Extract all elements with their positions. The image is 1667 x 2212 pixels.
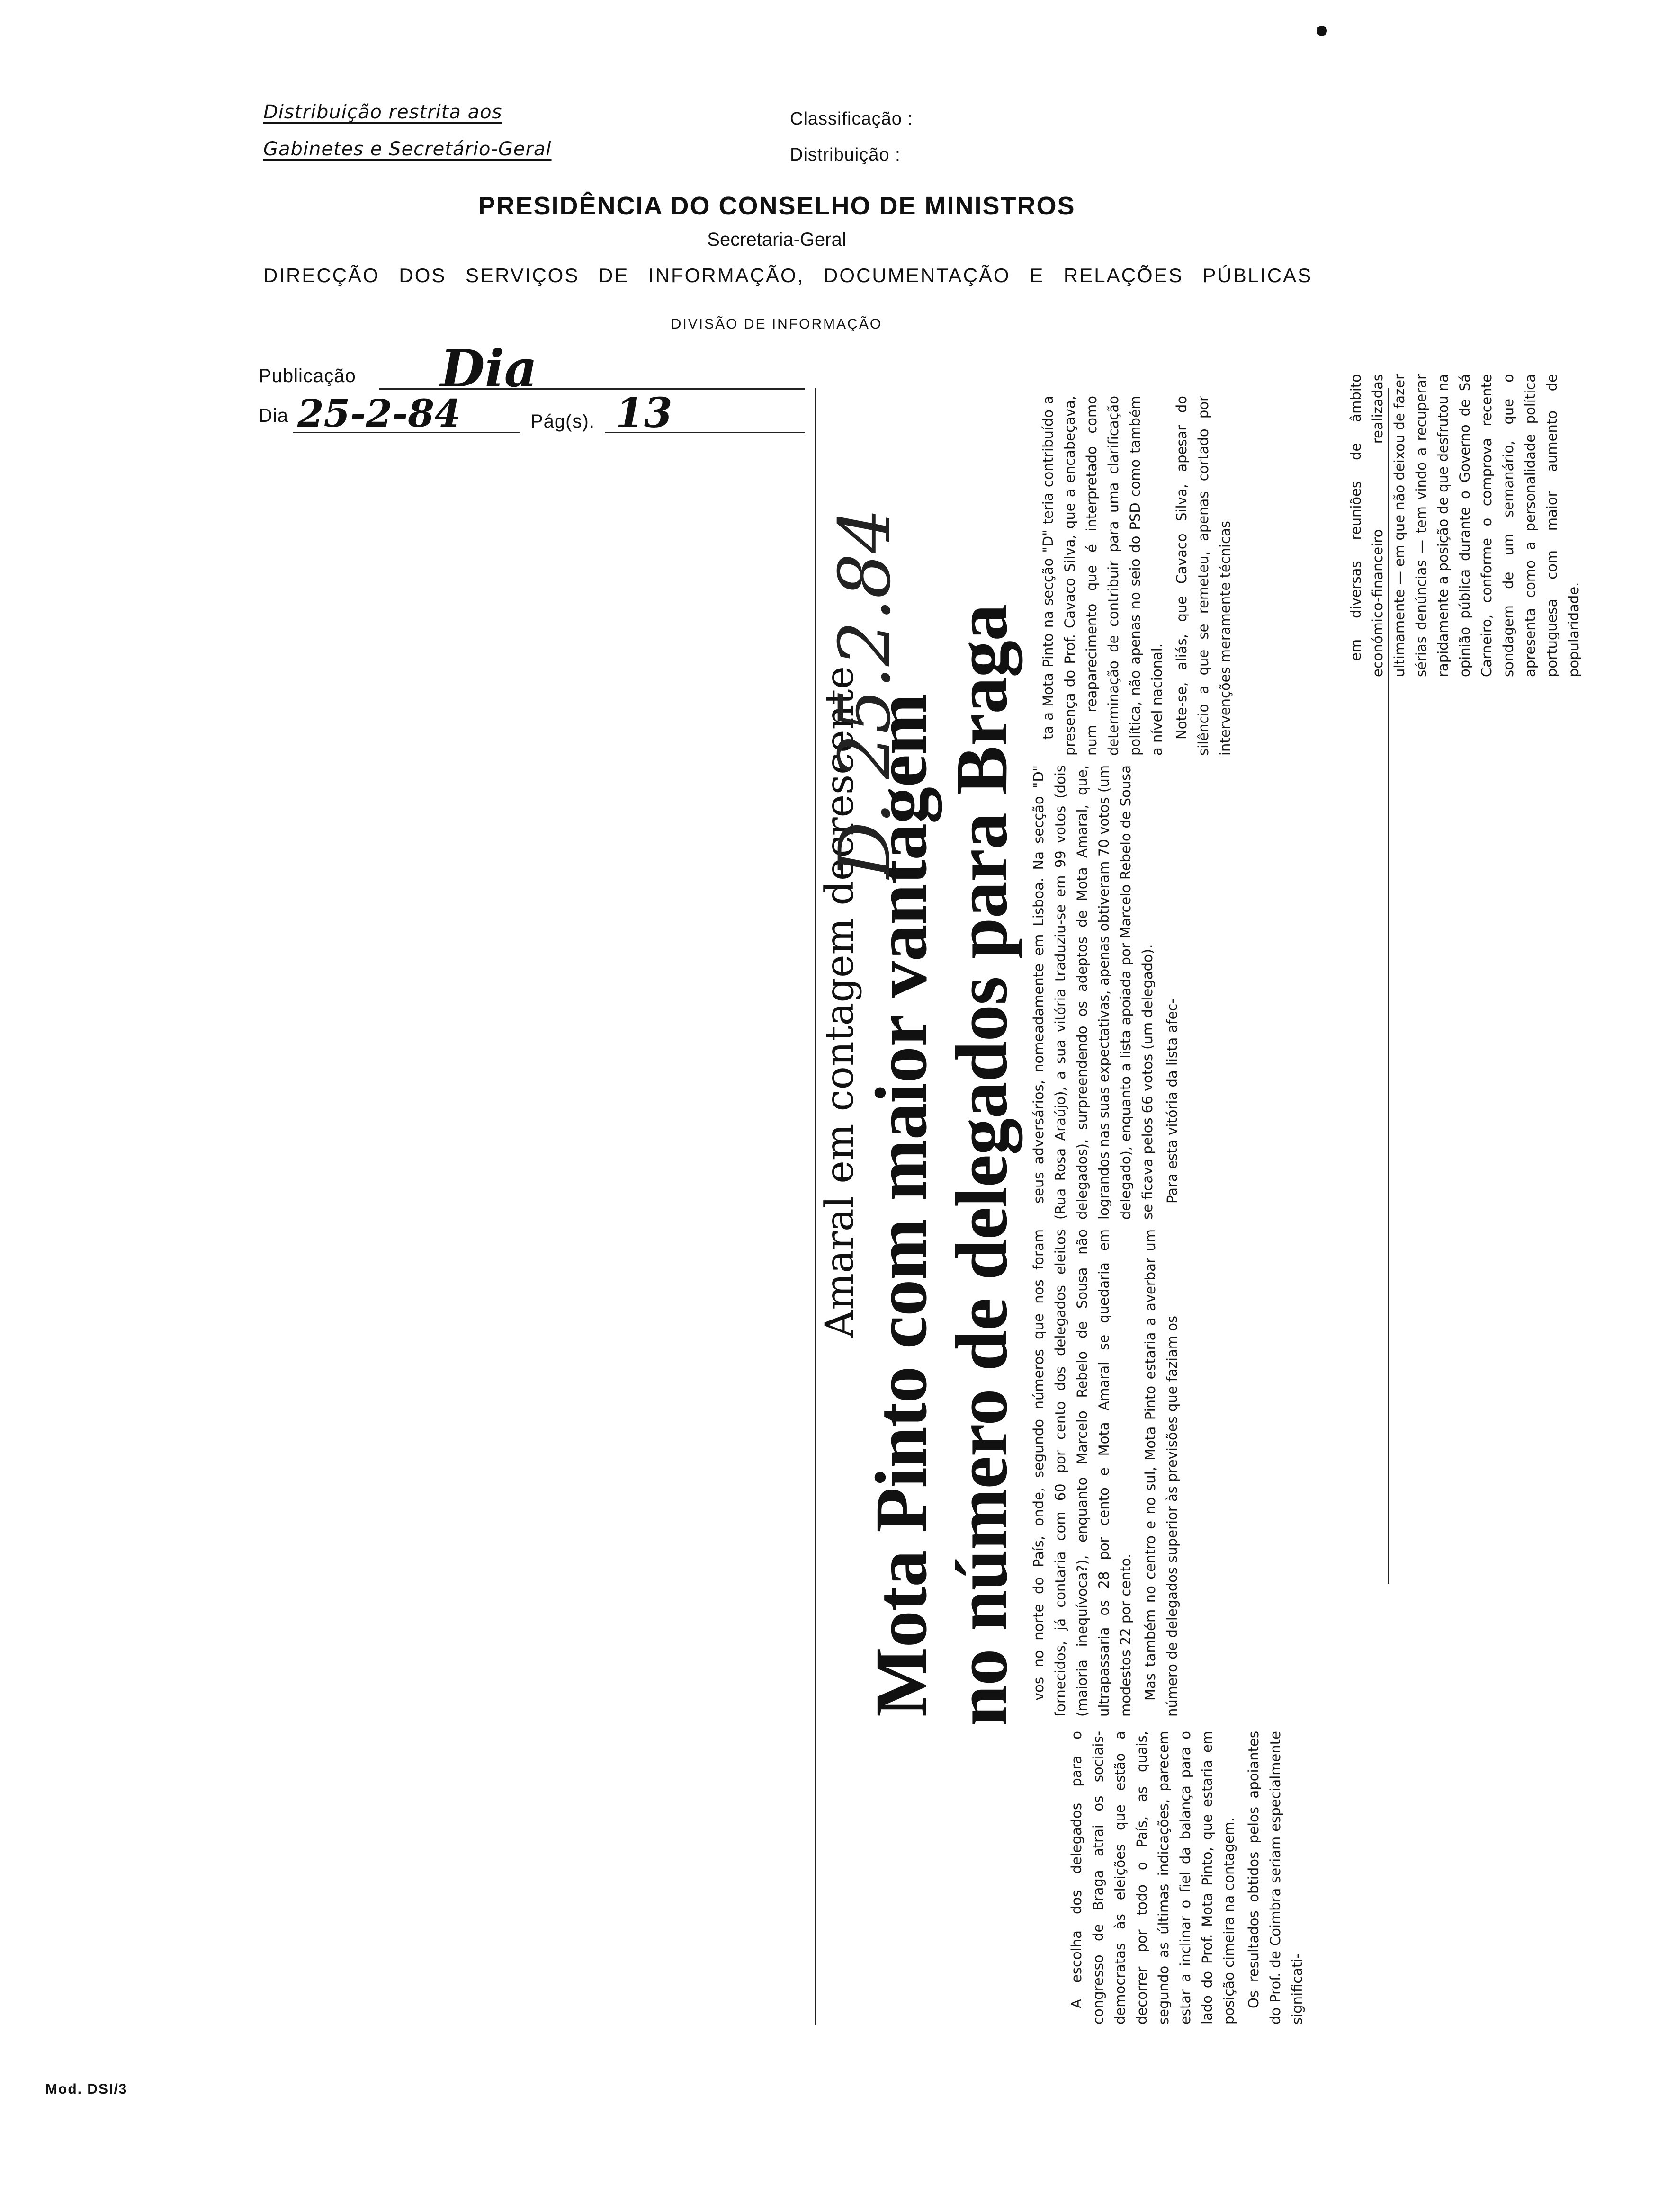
article-column-5 [1345,374,1587,677]
column-3-paragraph-1: seus adversários, nomeadamente em Lisboa. Na secção "D" (Rua Rosa Araújo), a sua vitória traduziu-se em 99 votos (dois delegados), surpreendendo os adeptos de Mota Amaral, que, lograndos nas suas expectativas, apenas obtiveram 70 votos (um delegado), enquanto a lista apoiada por Marcelo Rebelo de Sousa se ficava pelos 66 votos (um delegado). [1031,765,1156,1220]
column-1-paragraph-2: Os resultados obtidos pelos apoiantes do Prof. de Coimbra seriam especialmente significati- [1246,1731,1305,2025]
newspaper-clipping-continuation [1345,374,1667,677]
publication-label: Publicação [259,366,356,386]
article-column-1 [1066,1731,1311,2025]
column-4-paragraph-2: Note-se, aliás, que Cavaco Silva, apesar do silêncio a que se remeteu, apenas cortado por intervenções meramente técnicas [1174,396,1233,756]
article-column-2 [1028,1229,1186,1717]
article-headline-line1: Mota Pinto com maior vantagem [860,694,942,1717]
article-column-4 [1037,396,1239,756]
division-line: DIVISÃO DE INFORMAÇÃO [671,316,883,332]
day-label: Dia [259,405,289,426]
column-2-paragraph-1: vos no norte do País, onde, segundo números que nos foram fornecidos, já contaria com 60 por cento dos delegados eleitos (maioria inequívoca?), enquanto Marcelo Rebelo de Sousa não ultrapassaria os 28 por cento e Mota Amaral se quedaria em modestos 22 por cento. [1031,1229,1134,1717]
article-column-3 [1028,765,1186,1220]
ministry-title: PRESIDÊNCIA DO CONSELHO DE MINISTROS [478,192,1075,220]
handwritten-date-stamp: D. 25.2.84 [824,508,906,879]
pages-label: Pág(s). [530,411,595,432]
distribution-restriction-line1: Distribuição restrita aos [263,101,502,123]
column-3-paragraph-2: Para esta vitória da lista afec- [1164,999,1180,1204]
distribution-label: Distribuição : [790,145,901,165]
column-5-paragraph-1: em diversas reuniões de âmbito económico-financeiro realizadas ultimamente — em que não deixou de fazer sérias denúncias — tem vindo a recuperar rapidamente a posição de que desfrutou na opinião pública durante o Governo de Sá Carneiro, conforme o comprova recente sondagem de um semanário, que o apresenta como a personalidade política portuguesa com maior aumento de popularidade. [1348,374,1582,677]
newspaper-clipping [815,388,1394,2025]
column-4-paragraph-1: ta a Mota Pinto na secção "D" teria contribuído a presença do Prof. Cavaco Silva, que a encabeçava, num reaparecimento que é interpretado como determinação de contribuir para uma clarificação política, não apenas no seio do PSD como também a nível nacional. [1040,396,1165,756]
clipping-top-rule [815,388,816,2025]
day-handwritten-value: 25-2-84 [297,391,461,436]
column-1-paragraph-1: A escolha dos delegados para o congresso de Braga atrai os sociais-democratas às eleições que estão a decorrer por todo o País, as quais, segundo as últimas indicações, parecem estar a inclinar o fiel da balança para o lado do Prof. Mota Pinto, que estaria em posição cimeira na contagem. [1068,1731,1237,2025]
form-code: Mod. DSI/3 [45,2081,128,2097]
classification-label: Classificação : [790,109,913,129]
scan-speck [1317,26,1327,36]
column-2-paragraph-2: Mas também no centro e no sul, Mota Pinto estaria a averbar um número de delegados superior às previsões que faziam os [1142,1229,1180,1717]
direction-line: DIRECÇÃO DOS SERVIÇOS DE INFORMAÇÃO, DOCUMENTAÇÃO E RELAÇÕES PÚBLICAS [263,264,1313,286]
secretariat-subtitle: Secretaria-Geral [707,229,846,250]
distribution-restriction-line2: Gabinetes e Secretário-Geral [263,138,552,160]
article-kicker: Amaral em contagem decrescente [817,666,862,1338]
publication-handwritten-value: Dia [440,339,538,399]
pages-handwritten-value: 13 [616,389,672,437]
article-headline-line2: no número de delegados para Braga [941,604,1022,1726]
